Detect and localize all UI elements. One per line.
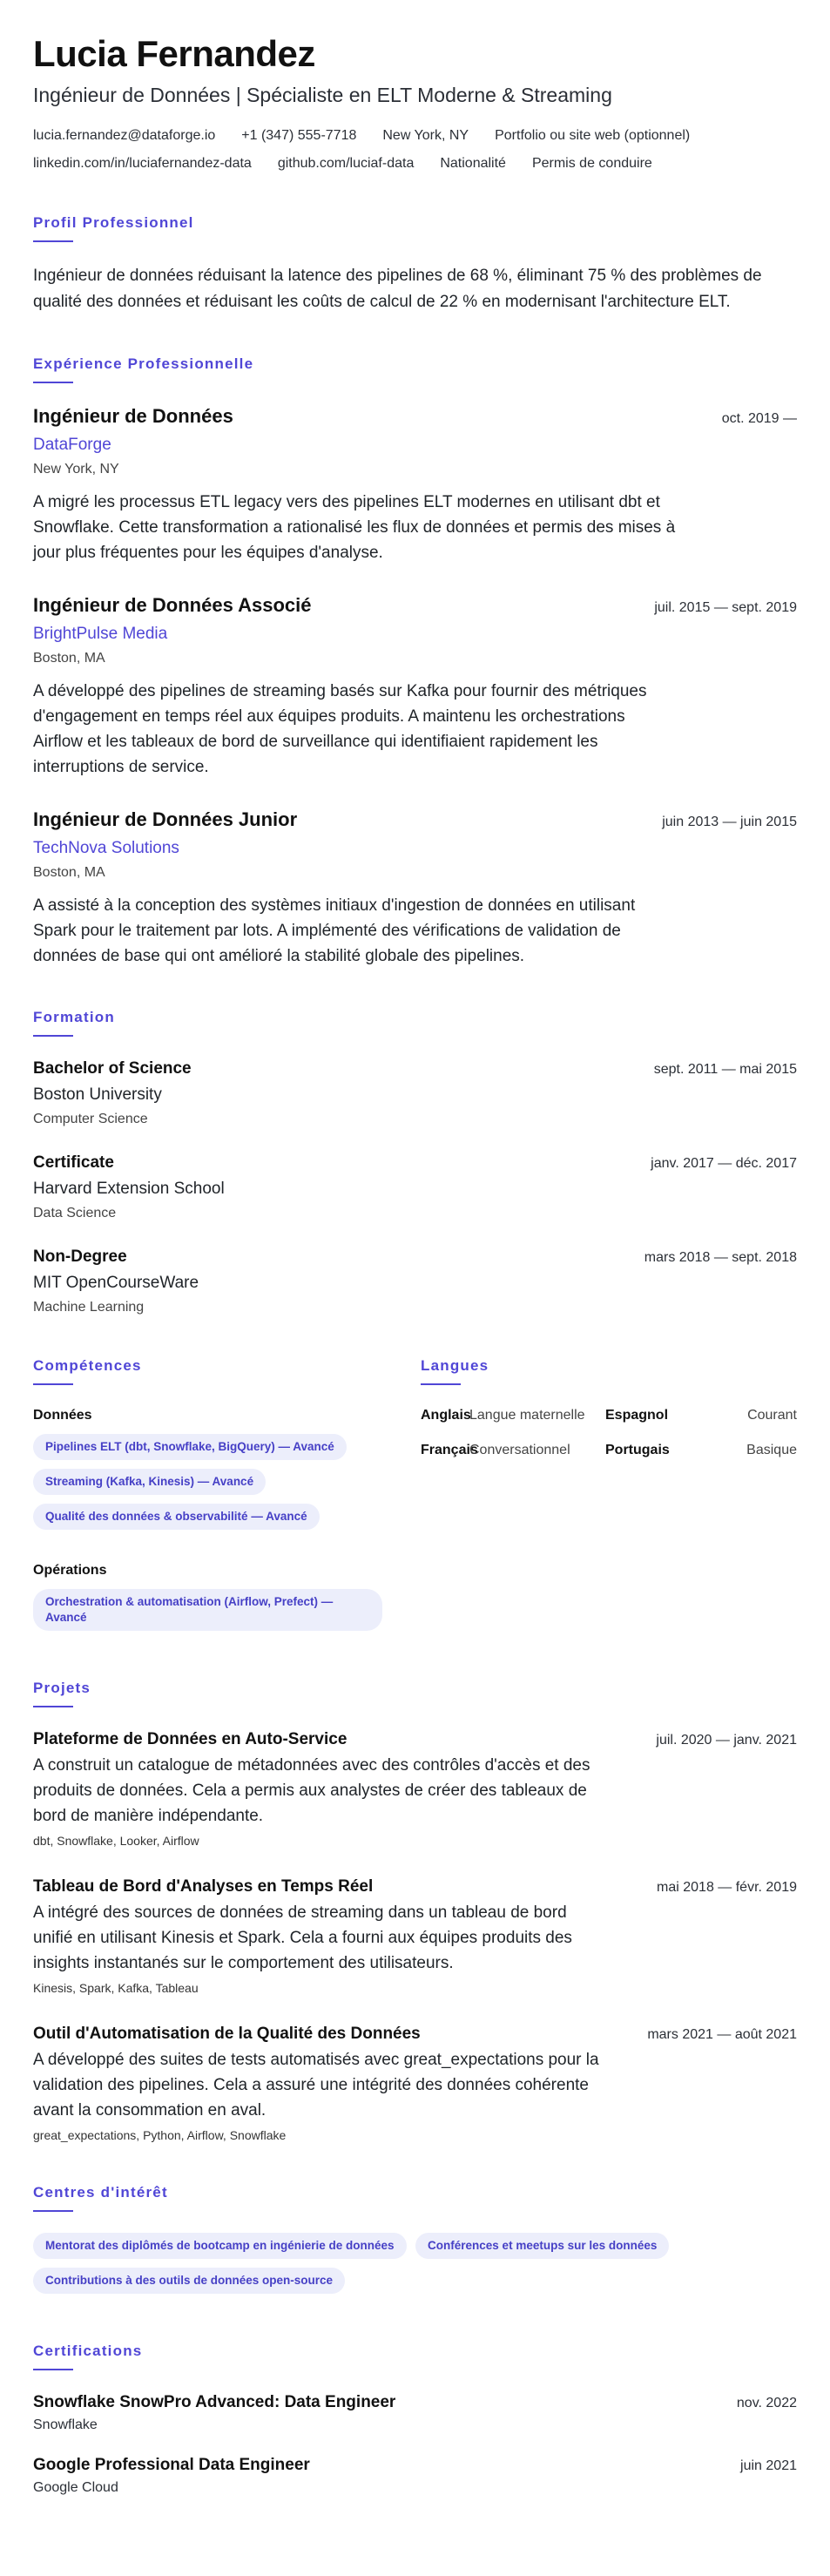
interest-chip: Contributions à des outils de données open-source	[33, 2268, 345, 2294]
education-entry	[33, 1152, 797, 1223]
section-profile	[33, 214, 797, 315]
language-level: Langue maternelle	[469, 1408, 585, 1423]
section-title: Formation	[33, 1009, 115, 1025]
project-tech-stack: Kinesis, Spark, Kafka, Tableau	[33, 1981, 199, 1995]
certification-entry	[33, 2391, 797, 2435]
job-title: Ingénieur de Données	[33, 405, 233, 427]
project-tech-stack: great_expectations, Python, Airflow, Snowflake	[33, 2128, 287, 2142]
project-title: Outil d'Automatisation de la Qualité des Données	[33, 2025, 421, 2043]
project-dates: juil. 2020 — janv. 2021	[656, 1733, 797, 1748]
contact-email[interactable]: lucia.fernandez@dataforge.io	[33, 128, 216, 143]
candidate-name: Lucia Fernandez	[33, 33, 315, 74]
field-of-study: Data Science	[33, 1206, 117, 1220]
experience-entry	[33, 404, 797, 565]
field-of-study: Computer Science	[33, 1112, 148, 1126]
section-title: Expérience Professionnelle	[33, 355, 254, 372]
section-title: Projets	[33, 1680, 91, 1696]
language-level: Conversationnel	[469, 1443, 570, 1457]
section-title: Langues	[421, 1357, 489, 1374]
project-description: A construit un catalogue de métadonnées avec des contrôles d'accès et des produits de données. Cela a permis aux analystes de créer des tableaux de bord de manière indépendante.	[33, 1756, 590, 1825]
degree: Non-Degree	[33, 1247, 127, 1266]
project-description: A intégré des sources de données de streaming dans un tableau de bord unifié en utilisant Kinesis et Spark. Cela a fourni aux équipes produits des insights instantanés sur le comportement des utilisateurs.	[33, 1903, 572, 1972]
project-tech-stack: dbt, Snowflake, Looker, Airflow	[33, 1834, 199, 1848]
skill-chip: Pipelines ELT (dbt, Snowflake, BigQuery) — Avancé	[33, 1434, 347, 1460]
skill-group-title: Données	[33, 1408, 92, 1423]
project-title: Tableau de Bord d'Analyses en Temps Réel	[33, 1877, 374, 1896]
job-title: Ingénieur de Données Junior	[33, 808, 298, 830]
contact-list	[33, 125, 797, 174]
project-description: A développé des suites de tests automatisés avec great_expectations pour la validation des pipelines. Cela a assuré une intégrité des données cohérente avant la consommation en aval.	[33, 2051, 599, 2120]
language-level: Basique	[746, 1443, 797, 1457]
candidate-headline: Ingénieur de Données | Spécialiste en ELT Moderne & Streaming	[33, 84, 612, 106]
job-description: A assisté à la conception des systèmes initiaux d'ingestion de données en utilisant Spark pour le traitement par lots. A implémenté des vérifications de validation de données de base qui ont amélioré la stabilité globale des pipelines.	[33, 896, 636, 965]
certification-name: Google Professional Data Engineer	[33, 2456, 310, 2474]
section-divider	[33, 1706, 73, 1707]
job-description: A développé des pipelines de streaming basés sur Kafka pour fournir des métriques d'engagement en temps réel aux équipes produits. A maintenu les orchestrations Airflow et les tableaux de bord de surveillance qui identifiaient rapidement les interruptions de service.	[33, 682, 647, 776]
language-name: Français	[421, 1443, 478, 1457]
education-entry	[33, 1246, 797, 1317]
language-level: Courant	[747, 1408, 797, 1423]
language-name: Anglais	[421, 1408, 471, 1423]
language-name: Espagnol	[605, 1408, 669, 1423]
skill-group-title: Opérations	[33, 1563, 107, 1578]
education-dates: sept. 2011 — mai 2015	[653, 1062, 797, 1077]
section-title: Centres d'intérêt	[33, 2184, 168, 2201]
section-divider	[33, 240, 73, 242]
certification-issuer: Snowflake	[33, 2417, 98, 2432]
degree: Certificate	[33, 1153, 114, 1172]
project-entry	[33, 2023, 797, 2144]
degree: Bachelor of Science	[33, 1059, 192, 1078]
job-description: A migré les processus ETL legacy vers des pipelines ELT modernes en utilisant dbt et Snowflake. Cette transformation a rationalisé les flux de données et permis des mises à jour plus fréquentes pour les équipes d'analyse.	[33, 493, 676, 562]
language-name: Portugais	[605, 1443, 670, 1457]
experience-entry	[33, 808, 797, 969]
education-dates: mars 2018 — sept. 2018	[644, 1250, 797, 1265]
section-languages	[421, 1357, 797, 1640]
education-dates: janv. 2017 — déc. 2017	[651, 1156, 797, 1171]
contact-portfolio[interactable]: Portfolio ou site web (optionnel)	[495, 128, 691, 143]
job-location: Boston, MA	[33, 865, 105, 880]
skill-group	[33, 1406, 388, 1538]
job-title: Ingénieur de Données Associé	[33, 594, 312, 616]
skill-group	[33, 1561, 388, 1631]
school-name: MIT OpenCourseWare	[33, 1274, 199, 1292]
skill-chip: Orchestration & automatisation (Airflow, Prefect) — Avancé	[33, 1589, 382, 1631]
company-name: DataForge	[33, 436, 111, 454]
contact-phone[interactable]: +1 (347) 555-7718	[241, 128, 357, 143]
section-skills	[33, 1357, 388, 1640]
section-divider	[33, 1035, 73, 1037]
certification-name: Snowflake SnowPro Advanced: Data Engineer	[33, 2393, 396, 2411]
section-divider	[33, 2369, 73, 2370]
section-experience	[33, 355, 797, 969]
certification-entry	[33, 2454, 797, 2498]
project-title: Plateforme de Données en Auto-Service	[33, 1730, 348, 1748]
school-name: Harvard Extension School	[33, 1180, 225, 1198]
section-projects	[33, 1680, 797, 2144]
section-certifications	[33, 2343, 797, 2498]
job-dates: juil. 2015 — sept. 2019	[654, 600, 797, 615]
section-title: Certifications	[33, 2343, 143, 2359]
certification-date: juin 2021	[740, 2458, 797, 2473]
section-education	[33, 1009, 797, 1317]
job-dates: juin 2013 — juin 2015	[662, 815, 797, 829]
contact-driving-license: Permis de conduire	[531, 156, 652, 171]
resume-header	[33, 33, 797, 174]
certification-date: nov. 2022	[736, 2396, 797, 2410]
language-grid	[421, 1406, 797, 1460]
section-divider	[33, 1383, 73, 1385]
contact-linkedin[interactable]: linkedin.com/in/luciafernandez-data	[33, 156, 252, 171]
company-name: TechNova Solutions	[33, 839, 179, 857]
job-location: Boston, MA	[33, 651, 105, 666]
section-divider	[33, 382, 73, 383]
skill-chip: Qualité des données & observabilité — Avancé	[33, 1504, 320, 1530]
experience-entry	[33, 593, 797, 780]
interest-chip: Mentorat des diplômés de bootcamp en ingénierie de données	[33, 2233, 407, 2259]
section-interests	[33, 2184, 797, 2302]
project-dates: mars 2021 — août 2021	[647, 2027, 797, 2042]
skill-chip: Streaming (Kafka, Kinesis) — Avancé	[33, 1469, 266, 1495]
section-divider	[33, 2210, 73, 2212]
school-name: Boston University	[33, 1085, 162, 1104]
education-entry	[33, 1058, 797, 1129]
project-entry	[33, 1876, 797, 1997]
contact-location: New York, NY	[382, 128, 469, 143]
contact-github[interactable]: github.com/luciaf-data	[277, 156, 415, 171]
certification-issuer: Google Cloud	[33, 2480, 118, 2495]
job-dates: oct. 2019 —	[721, 411, 797, 426]
interest-chip: Conférences et meetups sur les données	[415, 2233, 669, 2259]
job-location: New York, NY	[33, 462, 119, 477]
section-title: Compétences	[33, 1357, 142, 1374]
project-dates: mai 2018 — févr. 2019	[657, 1880, 797, 1895]
company-name: BrightPulse Media	[33, 625, 168, 643]
section-title: Profil Professionnel	[33, 214, 194, 231]
skills-languages-row	[33, 1317, 797, 1640]
field-of-study: Machine Learning	[33, 1300, 145, 1315]
contact-nationality: Nationalité	[440, 156, 506, 171]
section-divider	[421, 1383, 461, 1385]
project-entry	[33, 1728, 797, 1849]
profile-summary: Ingénieur de données réduisant la latence des pipelines de 68 %, éliminant 75 % des problèmes de qualité des données et réduisant les coûts de calcul de 22 % en modernisant l'architecture ELT.	[33, 267, 762, 311]
